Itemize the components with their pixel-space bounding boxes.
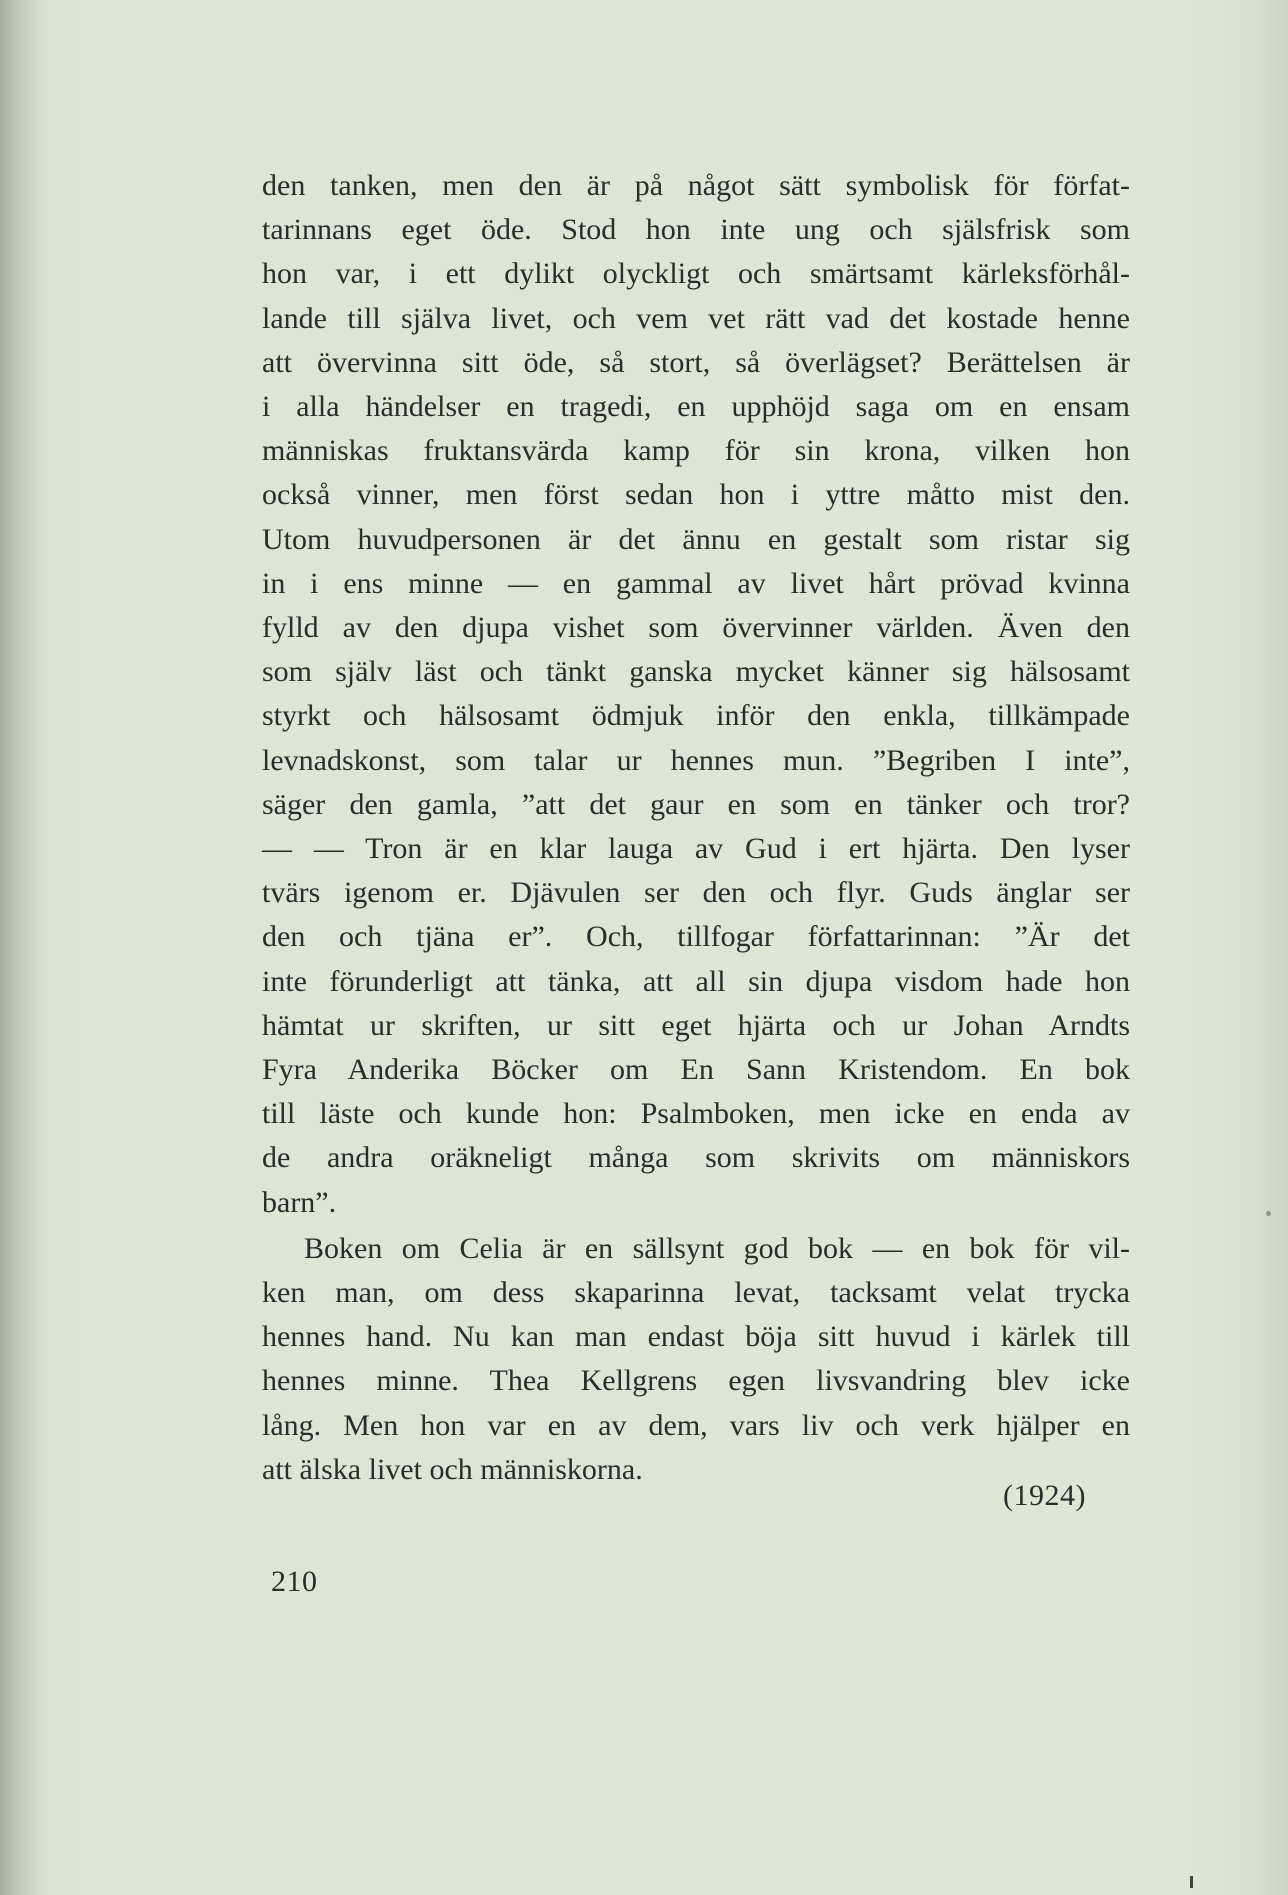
text-line: den tanken, men den är på något sätt symbolisk för förfat- (262, 169, 1130, 202)
body-text (262, 164, 1130, 1492)
text-line: hämtat ur skriften, ur sitt eget hjärta och ur Johan Arndts (262, 1008, 1130, 1042)
text-line: inte förunderligt att tänka, att all sin djupa visdom hade hon (262, 964, 1130, 998)
text-line: tarinnans eget öde. Stod hon inte ung och själsfrisk som (262, 213, 1130, 247)
text-line: fylld av den djupa vishet som övervinner världen. Även den (262, 611, 1130, 645)
text-line: som själv läst och tänkt ganska mycket känner sig hälsosamt (262, 655, 1130, 689)
text-line: till läste och kunde hon: Psalmboken, men icke en enda av (262, 1097, 1130, 1131)
text-line: barn”. (262, 1185, 337, 1219)
binding-shadow (0, 0, 44, 1895)
page-number: 210 (271, 1565, 318, 1598)
paper-mark (1190, 1876, 1193, 1888)
text-line: den och tjäna er”. Och, tillfogar författarinnan: ”Är det (262, 920, 1130, 954)
text-line: levnadskonst, som talar ur hennes mun. ”Begriben I inte”, (262, 743, 1130, 777)
text-line: Boken om Celia är en sällsynt god bok — en bok för vil- (304, 1231, 1130, 1265)
text-line: säger den gamla, ”att det gaur en som en tänker och tror? (262, 787, 1130, 821)
text-line: Utom huvudpersonen är det ännu en gestalt som ristar sig (262, 522, 1130, 556)
text-line: Fyra Anderika Böcker om En Sann Kristendom. En bok (262, 1053, 1130, 1087)
text-line: människas fruktansvärda kamp för sin krona, vilken hon (262, 434, 1130, 468)
text-line: lång. Men hon var en av dem, vars liv och verk hjälper en (262, 1408, 1130, 1442)
text-line: styrkt och hälsosamt ödmjuk inför den enkla, tillkämpade (262, 699, 1130, 733)
text-line: hennes minne. Thea Kellgrens egen livsvandring blev icke (262, 1364, 1130, 1398)
publication-date: (1924) (1003, 1479, 1086, 1512)
text-line: att övervinna sitt öde, så stort, så överlägset? Berättelsen är (262, 345, 1130, 379)
text-line: att älska livet och människorna. (262, 1452, 643, 1486)
text-line: ken man, om dess skaparinna levat, tacksamt velat trycka (262, 1276, 1130, 1310)
text-line: in i ens minne — en gammal av livet hårt prövad kvinna (262, 566, 1130, 600)
paragraph-2 (262, 1227, 1130, 1492)
text-line: också vinner, men först sedan hon i yttre måtto mist den. (262, 478, 1130, 512)
text-line: i alla händelser en tragedi, en upphöjd saga om en ensam (262, 390, 1130, 424)
text-line: tvärs igenom er. Djävulen ser den och flyr. Guds änglar ser (262, 876, 1130, 910)
text-line: hennes hand. Nu kan man endast böja sitt huvud i kärlek till (262, 1320, 1130, 1354)
paper-speck (1266, 1211, 1271, 1216)
text-line: lande till själva livet, och vem vet rätt vad det kostade henne (262, 301, 1130, 335)
text-line: de andra oräkneligt många som skrivits om människors (262, 1141, 1130, 1175)
paragraph-1 (262, 164, 1130, 1225)
text-line: hon var, i ett dylikt olyckligt och smärtsamt kärleksförhål- (262, 257, 1130, 291)
text-line: — — Tron är en klar lauga av Gud i ert hjärta. Den lyser (262, 832, 1130, 866)
